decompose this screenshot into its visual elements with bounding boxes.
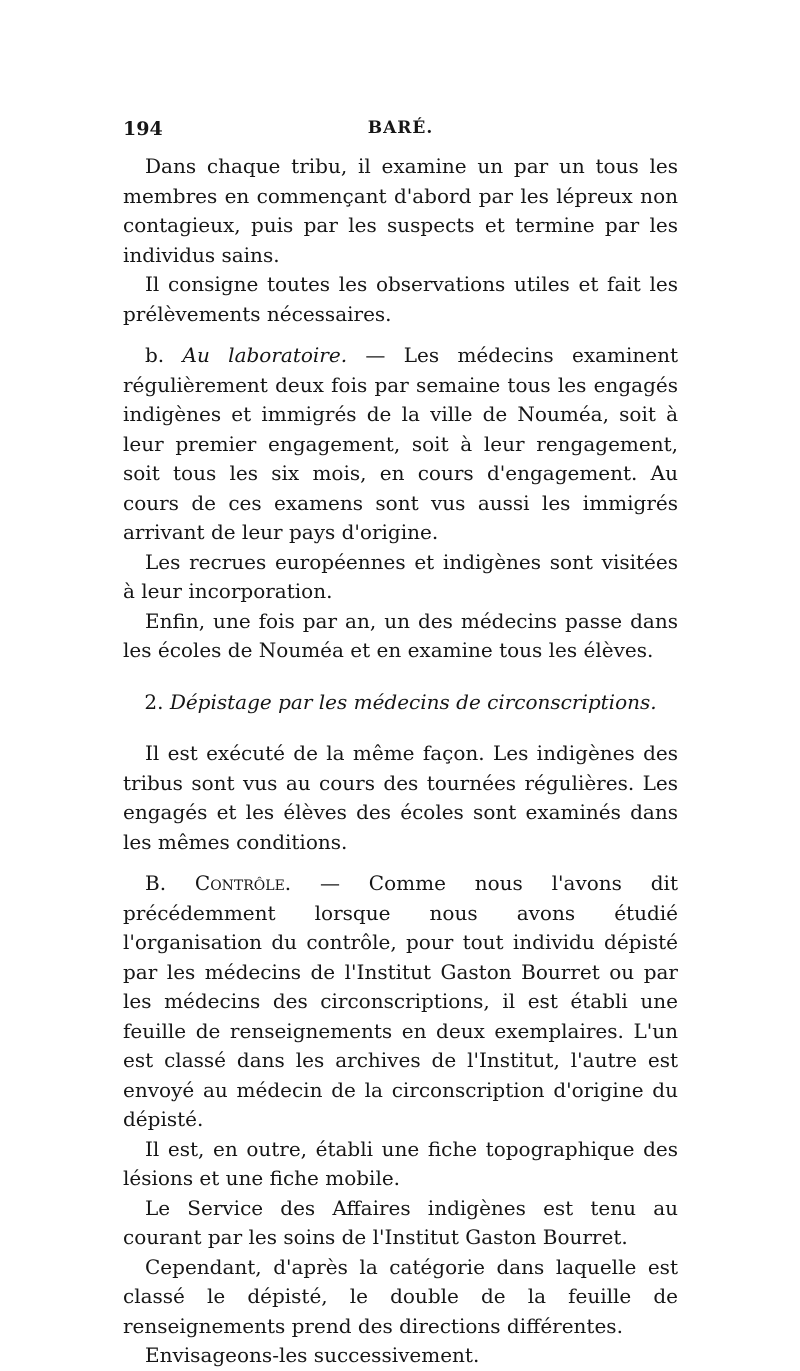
paragraph-categories: Cependant, d'après la catégorie dans laquelle est classé le dépisté, le double de la feuille de renseignements prend des directions différentes. — [123, 1254, 678, 1338]
running-head: BARÉ. — [367, 118, 434, 138]
paragraph-circonscriptions: Il est exécuté de la même façon. Les indigènes des tribus sont vus au cours des tournées régulières. Les engagés et les élèves des écoles sont examinés dans les mêmes conditions. — [123, 741, 678, 854]
paragraph-recruits: Les recrues européennes et indigènes sont visitées à leur incorporation. — [123, 549, 678, 603]
section-title-laboratory: Au laboratoire. — [182, 343, 348, 367]
page-number: 194 — [123, 118, 163, 140]
page-header — [123, 118, 678, 148]
section-heading — [123, 688, 678, 718]
paragraph-native-affairs: Le Service des Affaires indigènes est tenu au courant par les soins de l'Institut Gaston Bourret. — [123, 1195, 678, 1249]
page-body — [123, 152, 678, 1371]
paragraph-laboratory — [123, 341, 678, 548]
section-heading-number: 2. — [144, 689, 164, 714]
paragraph-control — [123, 869, 678, 1135]
section-title-control: Contrôle. — [194, 871, 292, 895]
section-heading-text: Dépistage par les médecins de circonscriptions. — [169, 689, 657, 714]
paragraph-schools: Enfin, une fois par an, un des médecins passe dans les écoles de Nouméa et en examine tous les élèves. — [123, 608, 678, 662]
section-marker-b: b. — [145, 343, 165, 367]
paragraph-topographic-sheet: Il est, en outre, établi une fiche topographique des lésions et une fiche mobile. — [123, 1136, 678, 1190]
section-marker-B: B. — [145, 871, 167, 895]
paragraph-successively: Envisageons-les successivement. — [145, 1343, 480, 1367]
paragraph-observations: Il consigne toutes les observations utiles et fait les prélèvements nécessaires. — [123, 272, 678, 326]
paragraph-control-text: — Comme nous l'avons dit précédemment lorsque nous avons étudié l'organisation du contrôle, pour tout individu dépisté par les médecins de l'Institut Gaston Bourret ou par les médecins des circonscriptions, il est établi une feuille de renseignements en deux exemplaires. L'un est classé dans les archives de l'Institut, l'autre est envoyé au médecin de la circonscription d'origine du dépisté. — [123, 871, 678, 1131]
paragraph-laboratory-text: — Les médecins examinent régulièrement deux fois par semaine tous les engagés indigènes et immigrés de la ville de Nouméa, soit à leur premier engagement, soit à leur rengagement, soit tous les six mois, en cours d'engagement. Au cours de ces examens sont vus aussi les immigrés arrivant de leur pays d'origine. — [123, 343, 679, 544]
paragraph-tribe-exam: Dans chaque tribu, il examine un par un tous les membres en commençant d'abord par les lépreux non contagieux, puis par les suspects et termine par les individus sains. — [123, 154, 678, 267]
